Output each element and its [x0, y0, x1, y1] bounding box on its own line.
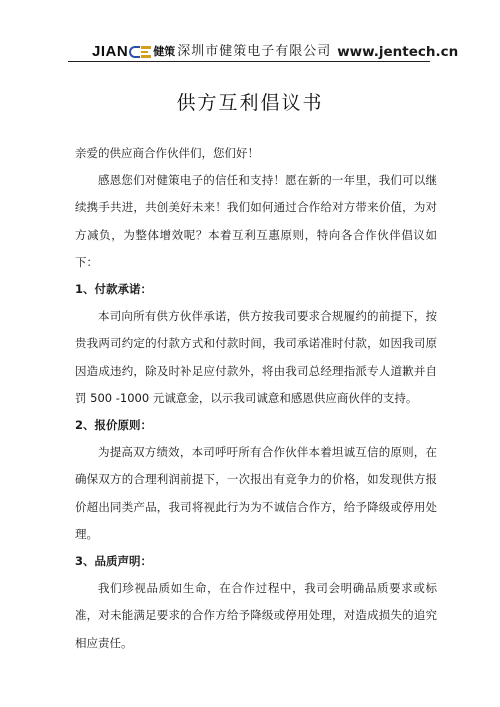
header-divider — [68, 61, 430, 62]
section-body-payment: 本司向所有供方伙伴承诺，供方按我司要求合规履约的前提下，按贵我两司约定的付款方式和付款时间，我司承诺准时付款，如因我司原因造成违约，除及时补足应付款外，将由我司总经理指派专人道歉并自罚 500 -1000 元诚意金，以示我司诚意和感恩供应商伙伴的支持。 — [75, 309, 437, 405]
section-body-quotation: 为提高双方绩效，本司呼吁所有合作伙伴本着坦诚互信的原则，在确保双方的合理利润前提下，一次报出有竞争力的价格，如发现供方报价超出同类产品，我司将视此行为为不诚信合作方，给予降级或停用处理。 — [75, 445, 437, 541]
document-title: 供方互利倡议书 — [176, 92, 324, 114]
logo-c-mark — [129, 46, 140, 58]
company-name: 深圳市健策电子有限公司 — [177, 44, 332, 59]
section-heading-quotation: 2、报价原则： — [75, 418, 153, 433]
logo-e-mark — [141, 46, 151, 58]
document-body — [75, 140, 437, 657]
company-logo — [92, 44, 153, 60]
section-body-quality: 我们珍视品质如生命，在合作过程中，我司会明确品质要求或标准，对未能满足要求的合作方给予降级或停用处理，对造成损失的追究相应责任。 — [75, 581, 437, 650]
letterhead — [92, 36, 459, 60]
logo-brand-chars: 健策 — [153, 45, 176, 58]
intro-paragraph: 感恩您们对健策电子的信任和支持！愿在新的一年里，我们可以继续携手共进，共创美好未来！我们如何通过合作给对方带来价值，为对方减负，为整体增效呢？本着互利互惠原则，特向各合作伙伴倡议如下： — [75, 173, 437, 269]
section-heading-quality: 3、品质声明： — [75, 554, 153, 569]
section-heading-payment: 1、付款承诺： — [75, 282, 153, 297]
salutation: 亲爱的供应商合作伙伴们，您们好！ — [75, 146, 259, 160]
logo-text: JIAN — [92, 43, 129, 60]
website-link[interactable]: www.jentech.cn — [337, 44, 459, 60]
